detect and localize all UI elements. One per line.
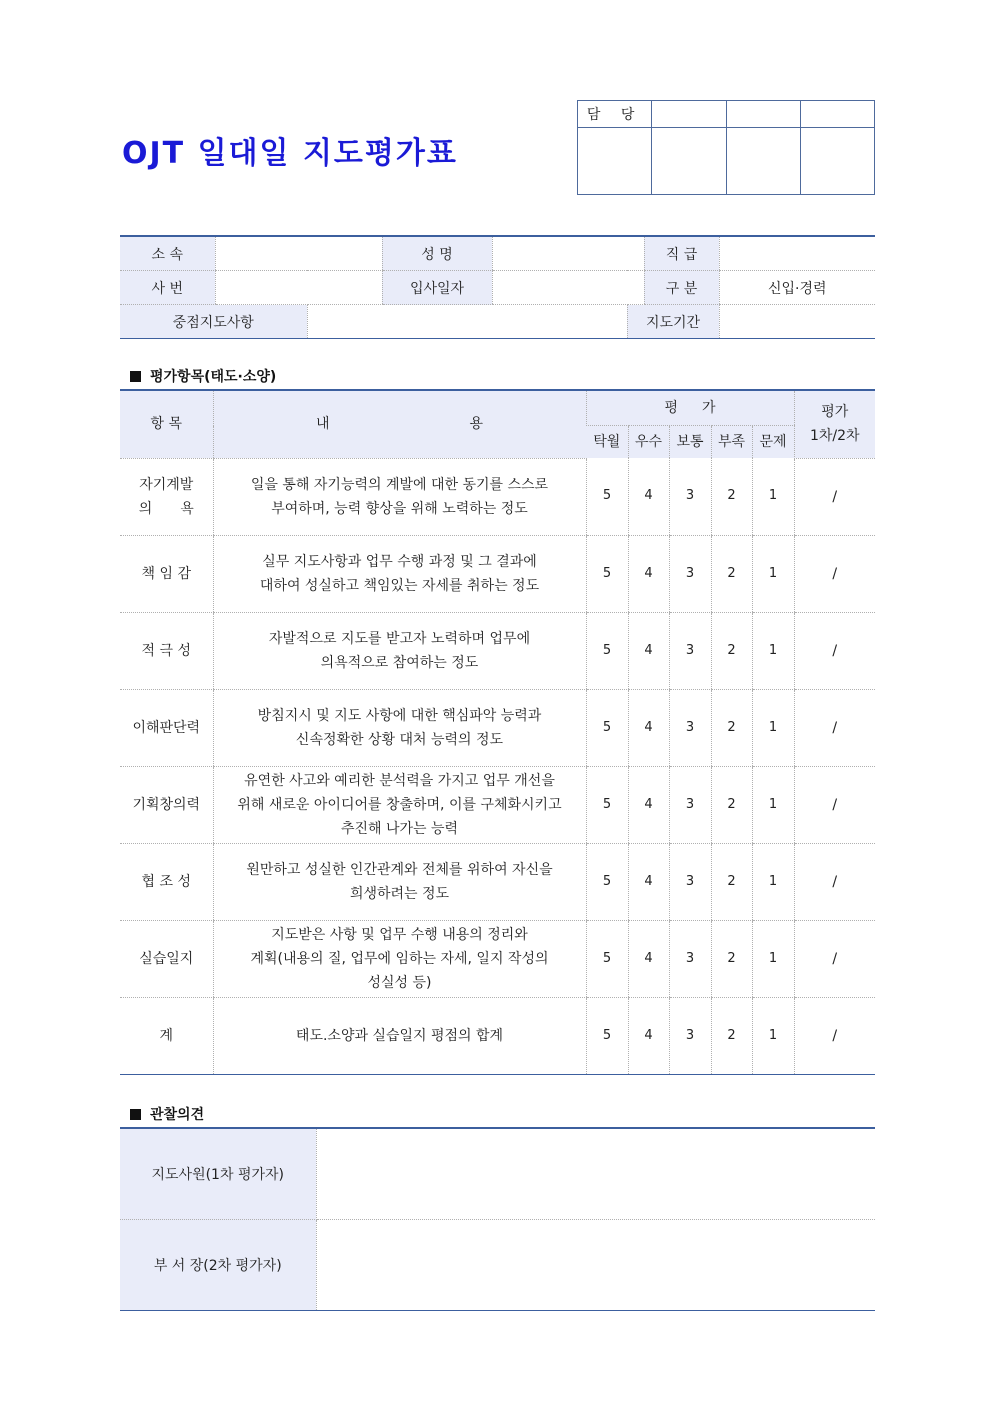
approval-cell [726, 101, 800, 128]
name-field[interactable] [492, 236, 644, 271]
level-header: 탁월 [586, 426, 628, 459]
eval-item-label [120, 612, 213, 689]
description-line: 방침지시 및 지도 사항에 대한 핵심파악 능력과 [257, 707, 542, 724]
description-line: 유연한 사고와 예리한 분석력을 가지고 업무 개선을 [244, 772, 555, 789]
rank-label: 직 급 [644, 236, 719, 271]
score-option[interactable]: 2 [711, 766, 752, 843]
description-line: 추진해 나가는 능력 [340, 820, 459, 837]
eval-item-description [213, 689, 586, 766]
eval-item-label [120, 843, 213, 920]
eval-item-label [120, 689, 213, 766]
opinion-table [120, 1127, 875, 1311]
description-line: 계획(내용의 질, 업무에 임하는 자세, 일지 작성의 [250, 950, 549, 967]
description-line: 희생하려는 정도 [349, 885, 450, 902]
eval-item-line: 자기계발 [139, 476, 194, 493]
evaluation-row [120, 997, 875, 1074]
evaluation-row [120, 535, 875, 612]
score-entry[interactable]: / [794, 458, 875, 535]
score-option[interactable]: 3 [669, 997, 711, 1074]
eval-item-description [213, 997, 586, 1074]
description-line: 대하여 성실하고 책임있는 자세를 취하는 정도 [259, 577, 540, 594]
eval-item-line: 계 [159, 1027, 174, 1044]
eval-item-label [120, 458, 213, 535]
eval-item-description [213, 612, 586, 689]
score-entry[interactable]: / [794, 920, 875, 997]
eval-item-label [120, 920, 213, 997]
score-option[interactable]: 1 [752, 997, 794, 1074]
employee-no-field[interactable] [215, 271, 382, 305]
rank-field[interactable] [719, 236, 875, 271]
score-option[interactable]: 5 [586, 535, 628, 612]
score-option[interactable]: 1 [752, 535, 794, 612]
score-option[interactable]: 4 [628, 766, 669, 843]
score-option[interactable]: 4 [628, 920, 669, 997]
score-option[interactable]: 2 [711, 458, 752, 535]
evaluation-row [120, 920, 875, 997]
square-bullet-icon [130, 371, 141, 382]
description-line: 자발적으로 지도를 받고자 노력하며 업무에 [268, 630, 531, 647]
score-column-sub: 1차/2차 [809, 428, 860, 445]
period-field[interactable] [719, 305, 875, 339]
score-option[interactable]: 5 [586, 766, 628, 843]
eval-item-description [213, 766, 586, 843]
score-option[interactable]: 1 [752, 458, 794, 535]
eval-item-line: 기획창의력 [132, 796, 201, 813]
description-line: 신속정확한 상황 대처 능력의 정도 [295, 731, 504, 748]
join-date-field[interactable] [492, 271, 644, 305]
description-line: 일을 통해 자기능력의 계발에 대한 동기를 스스로 [250, 476, 549, 493]
level-header: 우수 [628, 426, 669, 459]
evaluation-row [120, 843, 875, 920]
score-entry[interactable]: / [794, 843, 875, 920]
signature-cell[interactable] [652, 128, 726, 195]
category-value[interactable]: 신입·경력 [719, 271, 875, 305]
score-option[interactable]: 2 [711, 689, 752, 766]
score-option[interactable]: 3 [669, 920, 711, 997]
eval-header-left: 평 [664, 400, 679, 416]
opinion-label-second: 부 서 장(2차 평가자) [120, 1220, 316, 1311]
opinion-label-first: 지도사원(1차 평가자) [120, 1128, 316, 1220]
eval-item-description [213, 458, 586, 535]
score-option[interactable]: 4 [628, 458, 669, 535]
approval-cell [800, 101, 874, 128]
score-option[interactable]: 3 [669, 843, 711, 920]
focus-field[interactable] [307, 305, 627, 339]
score-option[interactable]: 1 [752, 843, 794, 920]
eval-item-line: 실습일지 [139, 950, 194, 967]
score-option[interactable]: 4 [628, 535, 669, 612]
opinion-field-second[interactable] [316, 1220, 875, 1311]
score-column-header [794, 390, 875, 458]
score-entry[interactable]: / [794, 997, 875, 1074]
eval-section-title [130, 366, 276, 386]
opinion-field-first[interactable] [316, 1128, 875, 1220]
period-label: 지도기간 [627, 305, 719, 339]
opinion-section-title [130, 1104, 204, 1124]
eval-header [586, 390, 794, 426]
score-option[interactable]: 1 [752, 920, 794, 997]
employee-no-label: 사 번 [120, 271, 215, 305]
score-option[interactable]: 3 [669, 458, 711, 535]
score-option[interactable]: 5 [586, 689, 628, 766]
approval-header: 담 당 [578, 101, 652, 128]
evaluation-row [120, 458, 875, 535]
score-option[interactable]: 3 [669, 689, 711, 766]
square-bullet-icon [130, 1109, 141, 1120]
level-header: 부족 [711, 426, 752, 459]
level-header: 문제 [752, 426, 794, 459]
eval-item-label [120, 535, 213, 612]
eval-section-label: 평가항목(태도·소양) [150, 369, 277, 385]
eval-item-description [213, 920, 586, 997]
score-column-title: 평가 [821, 404, 849, 421]
score-option[interactable]: 4 [628, 997, 669, 1074]
score-option[interactable]: 4 [628, 843, 669, 920]
description-line: 부여하며, 능력 향상을 위해 노력하는 정도 [271, 500, 528, 517]
eval-item-line: 협 조 성 [141, 873, 191, 890]
score-option[interactable]: 1 [752, 689, 794, 766]
score-entry[interactable]: / [794, 535, 875, 612]
score-option[interactable]: 3 [669, 766, 711, 843]
score-option[interactable]: 2 [711, 612, 752, 689]
score-option[interactable]: 5 [586, 997, 628, 1074]
description-line: 태도.소양과 실습일지 평점의 합계 [295, 1027, 504, 1044]
score-option[interactable]: 2 [711, 920, 752, 997]
affiliation-field[interactable] [215, 236, 382, 271]
score-option[interactable]: 1 [752, 766, 794, 843]
description-line: 지도받은 사항 및 업무 수행 내용의 정리와 [271, 926, 528, 943]
score-option[interactable]: 2 [711, 535, 752, 612]
evaluation-row [120, 689, 875, 766]
approval-box [577, 100, 875, 195]
score-option[interactable]: 5 [586, 458, 628, 535]
score-option[interactable]: 3 [669, 535, 711, 612]
opinion-section-label: 관찰의견 [150, 1107, 205, 1123]
score-option[interactable]: 2 [711, 997, 752, 1074]
level-header: 보통 [669, 426, 711, 459]
description-line: 실무 지도사항과 업무 수행 과정 및 그 결과에 [262, 553, 537, 570]
eval-item-line: 적 극 성 [141, 642, 191, 659]
focus-label: 중점지도사항 [120, 305, 307, 339]
eval-header-right: 가 [702, 400, 716, 416]
content-header [213, 390, 586, 458]
approval-cell [652, 101, 726, 128]
evaluation-table [120, 389, 875, 1075]
description-line: 위해 새로운 아이디어를 창출하며, 이를 구체화시키고 [237, 796, 562, 813]
eval-item-line: 의 욕 [138, 500, 194, 517]
score-option[interactable]: 2 [711, 843, 752, 920]
signature-cell[interactable] [800, 128, 874, 195]
eval-item-label [120, 766, 213, 843]
content-header-left: 내 [315, 416, 330, 433]
category-label: 구 분 [644, 271, 719, 305]
eval-item-label [120, 997, 213, 1074]
score-entry[interactable]: / [794, 612, 875, 689]
score-option[interactable]: 1 [752, 612, 794, 689]
eval-item-description [213, 535, 586, 612]
score-option[interactable]: 4 [628, 612, 669, 689]
page-title: OJT 일대일 지도평가표 [122, 136, 458, 171]
eval-item-line: 책 임 감 [141, 565, 191, 582]
item-header: 항 목 [120, 390, 213, 458]
name-label: 성 명 [382, 236, 492, 271]
join-date-label: 입사일자 [382, 271, 492, 305]
description-line: 의욕적으로 참여하는 정도 [320, 654, 479, 671]
score-option[interactable]: 5 [586, 920, 628, 997]
score-option[interactable]: 3 [669, 612, 711, 689]
score-entry[interactable]: / [794, 766, 875, 843]
eval-item-line: 이해판단력 [132, 719, 201, 736]
score-option[interactable]: 5 [586, 843, 628, 920]
employee-info-table [120, 235, 875, 339]
description-line: 원만하고 성실한 인간관계와 전체를 위하여 자신을 [246, 861, 553, 878]
signature-cell[interactable] [726, 128, 800, 195]
score-option[interactable]: 4 [628, 689, 669, 766]
description-line: 성실성 등) [367, 974, 432, 991]
affiliation-label: 소 속 [120, 236, 215, 271]
score-option[interactable]: 5 [586, 612, 628, 689]
eval-item-description [213, 843, 586, 920]
evaluation-row [120, 766, 875, 843]
content-header-right: 용 [469, 416, 484, 433]
evaluation-row [120, 612, 875, 689]
signature-cell[interactable] [578, 128, 652, 195]
score-entry[interactable]: / [794, 689, 875, 766]
